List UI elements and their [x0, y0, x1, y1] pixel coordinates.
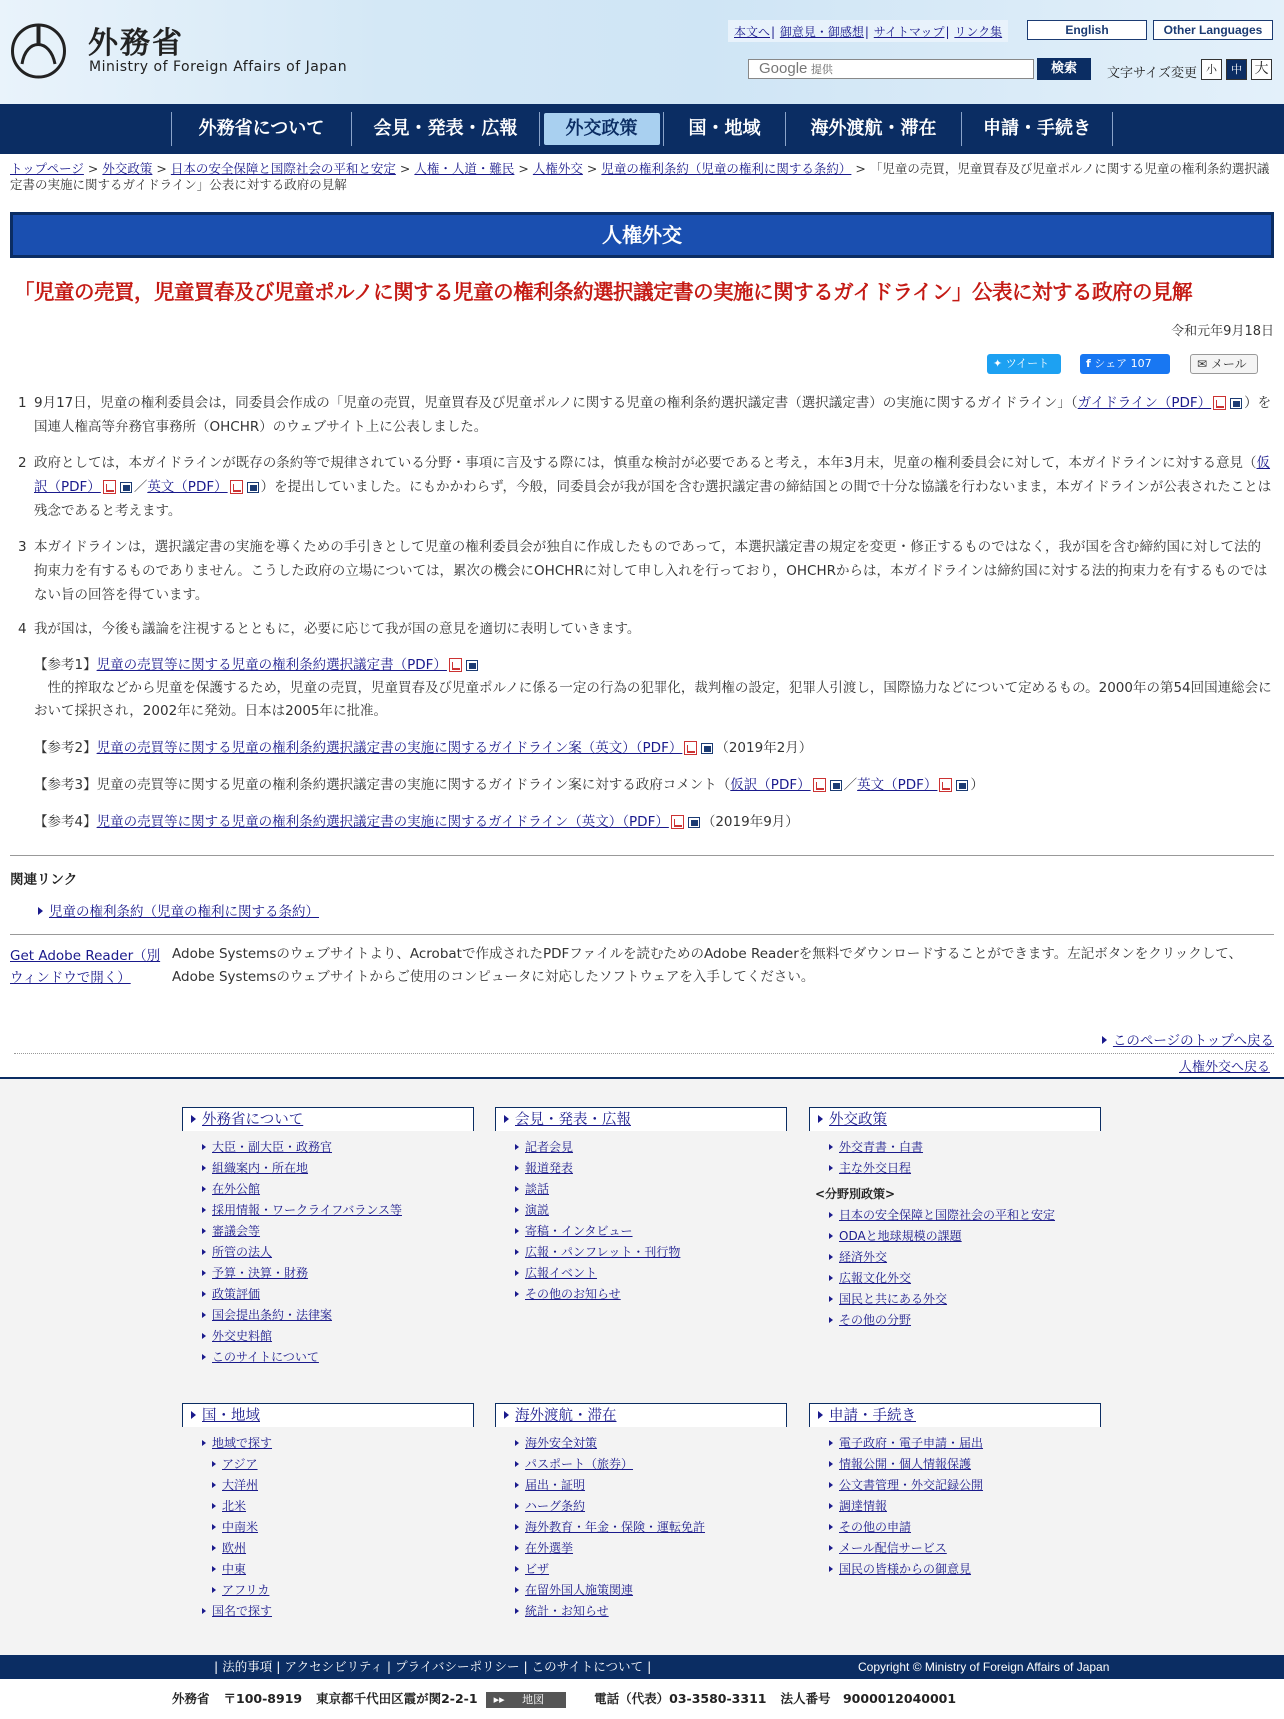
footer-heading-policy[interactable]: 外交政策 [829, 1112, 887, 1128]
arrow-icon [202, 1333, 206, 1339]
new-window-icon [466, 660, 478, 671]
footer-link[interactable]: 広報・パンフレット・刊行物 [525, 1245, 681, 1259]
arrow-icon [212, 1587, 216, 1593]
footer-list-item [829, 1158, 1101, 1179]
new-window-icon [688, 817, 700, 828]
arrow-icon [202, 1144, 206, 1150]
footer-link[interactable]: 在外公館 [212, 1182, 261, 1196]
footer-list-item [515, 1137, 787, 1158]
arrow-icon [515, 1524, 519, 1530]
footer-list-item [202, 1179, 474, 1200]
footer-list-item [515, 1433, 787, 1454]
footer-list-item [515, 1158, 787, 1179]
footer-heading-about[interactable]: 外務省について [202, 1112, 304, 1128]
arrow-icon [202, 1291, 206, 1297]
paragraph-1: 1 9月17日，児童の権利委員会は，同委員会作成の「児童の売買，児童買春及び児童ポルノに関する児童の権利条約選択議定書（選択議定書）の実施に関するガイドライン」（ガイドライン（PDF） ）を国連人権高等弁務官事務所（OHCHR）のウェブサイト上に公表しました。 [18, 395, 1272, 435]
footer-link[interactable]: メール配信サービス [839, 1541, 947, 1555]
footer-link[interactable]: 海外安全対策 [525, 1436, 598, 1450]
footer-list-travel [495, 1433, 787, 1622]
footer-link[interactable]: 広報イベント [525, 1266, 598, 1280]
footer-list-item [202, 1263, 474, 1284]
sitemap-link[interactable]: サイトマップ [873, 25, 945, 39]
postal-code: 〒100-8919 [223, 1691, 303, 1706]
footer-list-policy [809, 1137, 1101, 1331]
footer-list-item [202, 1221, 474, 1242]
font-size-label: 文字サイズ変更 [1107, 66, 1197, 81]
footer-link[interactable]: 電子政府・電子申請・届出 [839, 1436, 984, 1450]
new-window-icon [120, 482, 132, 493]
legal-link[interactable]: 法的事項 [222, 1659, 273, 1674]
bottom-bar [0, 1655, 1284, 1679]
mail-button[interactable]: ✉ メール [1190, 354, 1258, 374]
footer-col-press [495, 1107, 787, 1305]
arrow-icon [515, 1249, 519, 1255]
footer-col-about [182, 1107, 474, 1368]
breadcrumb: トップページ > 外交政策 > 日本の安全保障と国際社会の平和と安定 > 人権・人道・難民 > 人権外交 > 児童の権利条約（児童の権利に関する条約） > 「児童の売買，児童買春及び児童ポルノに関する児童の権利条約選択議定書の実施に関するガイドライン」公表に対する政府の見解 [10, 161, 1270, 192]
arrow-icon [515, 1482, 519, 1488]
arrow-icon [202, 1608, 206, 1614]
tweet-button[interactable]: ✦ ツイート [987, 354, 1061, 374]
arrow-icon [202, 1312, 206, 1318]
site-header [0, 0, 1284, 104]
arrow-icon [202, 1228, 206, 1234]
privacy-link[interactable]: プライバシーポリシー [395, 1659, 520, 1674]
nav-foreign-policy[interactable]: 外交政策 [539, 112, 663, 146]
search-button[interactable]: 検索 [1037, 58, 1091, 80]
facebook-share-button[interactable]: f シェア 107 [1080, 354, 1170, 374]
org-name: 外務省 [172, 1691, 210, 1706]
footer-link[interactable]: 記者会見 [525, 1140, 574, 1154]
related-links-heading: 関連リンク [10, 872, 78, 888]
footer-list-item [515, 1242, 787, 1263]
footer-list-item [515, 1538, 787, 1559]
feedback-link[interactable]: 御意見・御感想 [779, 25, 864, 39]
footer-list-item [202, 1347, 474, 1368]
arrow-icon [818, 1411, 823, 1419]
get-adobe-reader-link[interactable]: Get Adobe Reader（別ウィンドウで開く） [10, 948, 161, 986]
footer-list-press [495, 1137, 787, 1305]
breadcrumb-human-rights-diplomacy[interactable]: 人権外交 [532, 161, 583, 176]
footer-col-travel [495, 1403, 787, 1622]
footer-link[interactable]: 採用情報・ワークライフバランス等 [212, 1203, 402, 1217]
reference-2: 【参考2】児童の売買等に関する児童の権利条約選択議定書の実施に関するガイドライン案（英文）（PDF） （2019年2月） [34, 740, 813, 756]
logo-japanese[interactable]: 外務省 [88, 26, 184, 61]
pdf-icon [230, 480, 243, 494]
pdf-icon [939, 778, 952, 792]
facebook-icon: f [1086, 357, 1091, 370]
arrow-icon [202, 1440, 206, 1446]
footer-link[interactable]: パスポート（旅券） [525, 1457, 634, 1471]
arrow-icon [212, 1566, 216, 1572]
arrow-icon [829, 1545, 833, 1551]
arrow-icon [818, 1115, 823, 1123]
footer-link[interactable]: 予算・決算・財務 [212, 1266, 309, 1280]
logo-english[interactable]: Ministry of Foreign Affairs of Japan [89, 59, 348, 75]
other-languages-button[interactable]: Other Languages [1153, 20, 1273, 40]
arrow-icon [202, 1207, 206, 1213]
new-window-icon [830, 780, 842, 791]
footer-link[interactable]: 情報公開・個人情報保護 [839, 1457, 972, 1471]
google-brand: Google [759, 60, 808, 77]
arrow-icon [829, 1165, 833, 1171]
reference-4: 【参考4】児童の売買等に関する児童の権利条約選択議定書の実施に関するガイドライン（英文）（PDF） （2019年9月） [34, 814, 799, 830]
mail-icon: ✉ [1197, 357, 1208, 371]
footer-link[interactable]: 中東 [222, 1562, 247, 1576]
footer-list-item [202, 1538, 474, 1559]
font-size-medium-button[interactable]: 中 [1226, 59, 1247, 80]
footer-list-countries [182, 1433, 474, 1622]
arrow-icon [202, 1270, 206, 1276]
skip-to-content-link[interactable]: 本文へ [734, 25, 771, 39]
footer-list-item [515, 1496, 787, 1517]
reference-3-translation-link[interactable]: 仮訳（PDF） [730, 777, 811, 793]
footer-link[interactable]: 経済外交 [839, 1250, 888, 1264]
footer-sitemap [0, 1077, 1284, 1655]
footer-list-item [515, 1221, 787, 1242]
search-input[interactable] [748, 59, 1034, 79]
arrow-icon [38, 907, 43, 915]
footer-heading-travel[interactable]: 海外渡航・滞在 [515, 1408, 617, 1424]
back-to-human-rights-link[interactable]: 人権外交へ戻る [1178, 1060, 1270, 1075]
paragraph-2: 2 政府としては，本ガイドラインが既存の条約等で規律されている分野・事項に言及する際には，慎重な検討が必要であると考え，本年3月末，児童の権利委員会に対して，本ガイドラインに対する意見（仮訳（PDF） ／英文（PDF） ）を提出していました。にもかかわらず，今般，同委員会が我が国を含む選択議定書の締結国との間で十分な協議を行わないまま，本ガイドラインが公表されたことは残念であると考えます。 [18, 455, 1272, 519]
nav-about[interactable]: 外務省について [171, 112, 351, 146]
footer-list-item [202, 1580, 474, 1601]
related-link-item [38, 900, 319, 920]
footer-link[interactable]: 国会提出条約・法律案 [212, 1308, 333, 1322]
arrow-icon [515, 1545, 519, 1551]
footer-link[interactable]: ハーグ条約 [525, 1499, 586, 1513]
footer-link[interactable]: 寄稿・インタビュー [525, 1224, 633, 1238]
pdf-icon [1213, 396, 1226, 410]
footer-link[interactable]: 日本の安全保障と国際社会の平和と安定 [839, 1208, 1056, 1222]
footer-link[interactable]: 広報文化外交 [839, 1271, 912, 1285]
footer-link[interactable]: 大臣・副大臣・政務官 [212, 1140, 333, 1154]
paragraph-3: 3 本ガイドラインは，選択議定書の実施を導くための手引きとして児童の権利委員会が独自に作成したものであって，本選択議定書の規定を変更・修正するものではなく，我が国を含む締約国に対して法的拘束力を有するものでありません。こうした政府の立場については，累次の機会にOHCHRに対して申し入れを行っており，OHCHRからは，本ガイドラインは締約国に対する法的拘束力を有するものではない旨の回答を得ています。 [18, 539, 1268, 603]
reference-3: 【参考3】児童の売買等に関する児童の権利条約選択議定書の実施に関するガイドライン案に対する政府コメント（仮訳（PDF） ／英文（PDF） ） [34, 777, 984, 793]
footer-list-item [829, 1559, 1101, 1580]
footer-list-item [202, 1433, 474, 1454]
pdf-icon [449, 658, 462, 672]
footer-list-item [829, 1538, 1101, 1559]
footer-list-item [829, 1517, 1101, 1538]
breadcrumb-security[interactable]: 日本の安全保障と国際社会の平和と安定 [170, 161, 396, 176]
bottom-links: | 法的事項 | アクセシビリティ | プライバシーポリシー | このサイトについて | [214, 1659, 652, 1674]
footer-list-item [202, 1137, 474, 1158]
related-crc-link[interactable]: 児童の権利条約（児童の権利に関する条約） [49, 904, 319, 920]
arrow-icon [515, 1291, 519, 1297]
footer-link[interactable]: 報道発表 [525, 1161, 574, 1175]
footer-list-item [829, 1247, 1101, 1268]
arrow-icon [212, 1503, 216, 1509]
arrow-icon [212, 1482, 216, 1488]
footer-list-item [202, 1454, 474, 1475]
arrow-icon [515, 1144, 519, 1150]
footer-list-item [202, 1242, 474, 1263]
reference-1-link[interactable]: 児童の売買等に関する児童の権利条約選択議定書（PDF） [96, 657, 447, 673]
new-window-icon [1230, 398, 1242, 409]
arrow-icon [202, 1249, 206, 1255]
pdf-icon [813, 778, 826, 792]
arrow-icon [515, 1503, 519, 1509]
map-button[interactable]: ▸▸ 地図 [486, 1692, 567, 1708]
arrow-icon [829, 1440, 833, 1446]
footer-heading-countries[interactable]: 国・地域 [202, 1408, 260, 1424]
arrow-icon [515, 1270, 519, 1276]
footer-list-item [202, 1559, 474, 1580]
new-window-icon [956, 780, 968, 791]
footer-col-policy [809, 1107, 1101, 1331]
footer-link[interactable]: その他のお知らせ [525, 1287, 621, 1301]
footer-list-applications [809, 1433, 1101, 1580]
divider [10, 855, 1274, 856]
twitter-bird-icon: ✦ [993, 357, 1003, 370]
nav-applications[interactable]: 申請・手続き [961, 112, 1113, 146]
arrow-icon [829, 1275, 833, 1281]
footer-list-about [182, 1137, 474, 1368]
page-title: 「児童の売買，児童買春及び児童ポルノに関する児童の権利条約選択議定書の実施に関するガイドライン」公表に対する政府の見解 [14, 280, 1192, 304]
breadcrumb-top[interactable]: トップページ [10, 161, 84, 176]
arrow-icon [829, 1317, 833, 1323]
footer-link[interactable]: 談話 [525, 1182, 550, 1196]
footer-list-item [202, 1158, 474, 1179]
arrow-icon [504, 1411, 509, 1419]
arrow-icon [829, 1482, 833, 1488]
breadcrumb-current: 「児童の売買，児童買春及び児童ポルノに関する児童の権利条約選択議定書の実施に関するガイドライン」公表に対する政府の見解 [10, 161, 1270, 192]
footer-link[interactable]: 国民の皆様からの御意見 [839, 1562, 972, 1576]
arrow-icon [829, 1144, 833, 1150]
footer-list-item [202, 1326, 474, 1347]
arrow-icon [829, 1524, 833, 1530]
footer-link[interactable]: 統計・お知らせ [525, 1604, 609, 1618]
footer-link[interactable]: 調達情報 [839, 1499, 888, 1513]
arrow-icon [212, 1461, 216, 1467]
reference-4-link[interactable]: 児童の売買等に関する児童の権利条約選択議定書の実施に関するガイドライン（英文）（PDF） [96, 814, 669, 830]
footer-list-item [829, 1268, 1101, 1289]
publish-date: 令和元年9月18日 [1171, 324, 1274, 339]
footer-link[interactable]: 大洋州 [222, 1478, 259, 1492]
arrow-icon [202, 1354, 206, 1360]
arrow-icon [1102, 1036, 1107, 1044]
section-banner: 人権外交 [10, 212, 1274, 258]
phone: 電話（代表）03-3580-3311 [594, 1691, 767, 1706]
paragraph-4: 4 我が国は，今後も議論を注視するとともに，必要に応じて我が国の意見を適切に表明していきます。 [18, 621, 641, 637]
footer-link[interactable]: 北米 [222, 1499, 247, 1513]
about-site-link[interactable]: このサイトについて [531, 1659, 644, 1674]
page-top-link[interactable]: このページのトップへ戻る [1112, 1033, 1274, 1049]
arrow-icon [515, 1165, 519, 1171]
footer-list-item [829, 1226, 1101, 1247]
arrow-icon [829, 1296, 833, 1302]
english-button[interactable]: English [1027, 20, 1147, 40]
footer-list-item [829, 1137, 1101, 1158]
footer-list-item [515, 1517, 787, 1538]
footer-link[interactable]: 演説 [525, 1203, 550, 1217]
provisional-translation-pdf-link[interactable]: 仮訳（PDF） [34, 455, 1271, 495]
links-page-link[interactable]: リンク集 [954, 25, 1003, 39]
footer-link[interactable]: 欧州 [222, 1541, 247, 1555]
footer-link[interactable]: アフリカ [222, 1583, 270, 1597]
arrow-icon [829, 1212, 833, 1218]
footer-heading-applications[interactable]: 申請・手続き [829, 1408, 916, 1424]
footer-heading-press[interactable]: 会見・発表・広報 [515, 1112, 631, 1128]
new-window-icon [247, 482, 259, 493]
footer-link[interactable]: このサイトについて [212, 1350, 319, 1364]
footer-list-item [829, 1310, 1101, 1331]
arrow-icon [515, 1186, 519, 1192]
arrow-icon [191, 1411, 196, 1419]
page-top-link-wrap [1102, 1029, 1274, 1049]
footer-link[interactable]: 在外選挙 [525, 1541, 574, 1555]
arrow-icon [829, 1233, 833, 1239]
footer-list-item [515, 1284, 787, 1305]
pdf-icon [671, 815, 684, 829]
footer-list-item [515, 1580, 787, 1601]
footer-list-item [202, 1305, 474, 1326]
adobe-reader-note: Adobe Systemsのウェブサイトより、Acrobatで作成されたPDFファイルを読むためのAdobe Readerを無料でダウンロードすることができます。左記ボタンをクリックして、Adobe Systemsのウェブサイトからご使用のコンピュータに対応したソフトウェアを入手してください。 [172, 946, 1242, 985]
footer-list-item [202, 1601, 474, 1622]
accessibility-link[interactable]: アクセシビリティ [284, 1659, 383, 1674]
footer-link[interactable]: その他の申請 [839, 1520, 912, 1534]
dotted-divider [14, 1053, 1274, 1054]
footer-link[interactable]: 国民と共にある外交 [839, 1292, 948, 1306]
arrow-icon [829, 1461, 833, 1467]
pdf-icon [684, 741, 697, 755]
footer-link[interactable]: 外交青書・白書 [839, 1140, 924, 1154]
arrow-icon [212, 1524, 216, 1530]
footer-link[interactable]: ビザ [525, 1562, 550, 1576]
arrow-icon [515, 1207, 519, 1213]
breadcrumb-foreign-policy[interactable]: 外交政策 [102, 161, 153, 176]
footer-list-item [202, 1517, 474, 1538]
breadcrumb-crc[interactable]: 児童の権利条約（児童の権利に関する条約） [601, 161, 852, 176]
nav-countries[interactable]: 国・地域 [663, 112, 785, 146]
arrow-icon [515, 1566, 519, 1572]
footer-link[interactable]: 届出・証明 [525, 1478, 586, 1492]
footer-link[interactable]: その他の分野 [839, 1313, 912, 1327]
footer-list-item [515, 1454, 787, 1475]
footer-list-item [515, 1200, 787, 1221]
arrow-icon [829, 1566, 833, 1572]
arrow-icon [515, 1440, 519, 1446]
arrow-icon [515, 1461, 519, 1467]
footer-list-item [829, 1205, 1101, 1226]
footer-link[interactable]: アジア [222, 1457, 258, 1471]
footer-link[interactable]: 中南米 [222, 1520, 259, 1534]
footer-list-item [515, 1559, 787, 1580]
footer-link[interactable]: 国名で探す [212, 1604, 273, 1618]
footer-col-countries [182, 1403, 474, 1622]
reference-3-english-link[interactable]: 英文（PDF） [857, 777, 938, 793]
arrow-icon [829, 1503, 833, 1509]
font-size-small-button[interactable]: 小 [1201, 59, 1222, 80]
footer-list-item [829, 1433, 1101, 1454]
guideline-pdf-link[interactable]: ガイドライン（PDF） [1077, 395, 1212, 411]
arrow-icon [212, 1545, 216, 1551]
footer-list-item [515, 1263, 787, 1284]
footer-col-applications [809, 1403, 1101, 1580]
footer-list-item [829, 1289, 1101, 1310]
reference-2-link[interactable]: 児童の売買等に関する児童の権利条約選択議定書の実施に関するガイドライン案（英文）（PDF） [96, 740, 683, 756]
footer-link[interactable]: 外交史料館 [212, 1329, 273, 1343]
footer-list-item [515, 1601, 787, 1622]
arrow-icon [515, 1608, 519, 1614]
footer-link[interactable]: 海外教育・年金・保険・運転免許 [525, 1520, 706, 1534]
arrow-icon [515, 1587, 519, 1593]
nav-travel[interactable]: 海外渡航・滞在 [785, 112, 961, 146]
english-pdf-link[interactable]: 英文（PDF） [147, 479, 228, 495]
font-size-large-button[interactable]: 大 [1251, 59, 1272, 80]
global-nav [0, 104, 1284, 154]
footer-list-item [829, 1454, 1101, 1475]
play-arrows-icon: ▸▸ [493, 1693, 505, 1706]
divider [10, 934, 1274, 935]
arrow-icon [504, 1115, 509, 1123]
mofa-logo-icon[interactable] [10, 20, 67, 80]
footer-list-item [202, 1284, 474, 1305]
nav-press[interactable]: 会見・発表・広報 [351, 112, 539, 146]
copyright: Copyright © Ministry of Foreign Affairs of Japan [858, 1660, 1110, 1674]
footer-subheading: <分野別政策> [815, 1187, 896, 1201]
arrow-icon [515, 1228, 519, 1234]
address-bar [0, 1679, 1284, 1719]
footer-link[interactable]: 主な外交日程 [839, 1161, 912, 1175]
search-placeholder: 提供 [810, 63, 833, 76]
footer-link[interactable]: 在留外国人施策関連 [525, 1583, 634, 1597]
arrow-icon [202, 1165, 206, 1171]
footer-link[interactable]: 組織案内・所在地 [212, 1161, 309, 1175]
breadcrumb-human-rights[interactable]: 人権・人道・難民 [414, 161, 515, 176]
footer-link[interactable]: 地域で探す [212, 1436, 273, 1450]
footer-link[interactable]: ODAと地球規模の課題 [839, 1229, 962, 1243]
footer-list-item [829, 1475, 1101, 1496]
reference-1: 【参考1】児童の売買等に関する児童の権利条約選択議定書（PDF） 性的搾取などから児童を保護するため，児童の売買，児童買春及び児童ポルノに係る一定の行為の犯罪化，裁判権の設定，犯罪人引渡し，国際協力などについて定めるもの。2000年の第54回国連総会において採択され，2002年に発効。日本は2005年に批准。 [34, 657, 1272, 719]
footer-list-item [202, 1496, 474, 1517]
footer-link[interactable]: 公文書管理・外交記録公開 [839, 1478, 984, 1492]
footer-link[interactable]: 政策評価 [212, 1287, 261, 1301]
footer-list-item [202, 1475, 474, 1496]
utility-links: 本文へ| 御意見・御感想| サイトマップ| リンク集 [728, 20, 1008, 42]
arrow-icon [829, 1254, 833, 1260]
footer-link[interactable]: 審議会等 [212, 1224, 261, 1238]
address: 東京都千代田区霞が関2-2-1 [316, 1691, 478, 1706]
footer-list-item [515, 1179, 787, 1200]
new-window-icon [701, 743, 713, 754]
footer-link[interactable]: 所管の法人 [212, 1245, 273, 1259]
corporate-number: 法人番号 9000012040001 [780, 1691, 957, 1706]
footer-list-item [515, 1475, 787, 1496]
arrow-icon [202, 1186, 206, 1192]
arrow-icon [191, 1115, 196, 1123]
footer-list-item [202, 1200, 474, 1221]
pdf-icon [103, 480, 116, 494]
footer-list-item [829, 1496, 1101, 1517]
